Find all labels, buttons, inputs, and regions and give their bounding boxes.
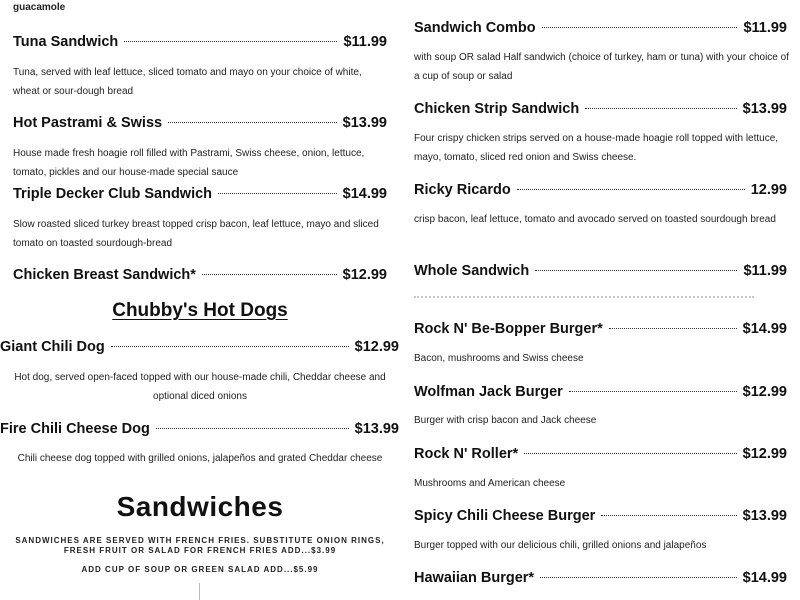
menu-item-triple-decker-club [13, 186, 387, 202]
right-menu-column [414, 0, 800, 600]
item-price: $11.99 [743, 263, 787, 279]
item-description: Slow roasted sliced turkey breast topped crisp bacon, leaf lettuce, mayo and sliced tomato on toasted sourdough-bread [13, 219, 379, 249]
item-name: Spicy Chili Cheese Burger [414, 508, 596, 524]
item-price: $12.99 [742, 384, 787, 400]
dot-leader [609, 328, 737, 329]
item-name: Whole Sandwich [414, 263, 530, 279]
item-price: $13.99 [742, 508, 787, 524]
menu-item-chicken-strip-sandwich [414, 101, 787, 117]
sandwiches-section-title: Sandwiches [116, 491, 284, 522]
item-name: Hot Pastrami & Swiss [13, 115, 163, 131]
item-description: with soup OR salad Half sandwich (choice of turkey, ham or tuna) with your choice of a cup of soup or salad [414, 52, 789, 82]
item-price: $14.99 [342, 186, 387, 202]
item-description: Tuna, served with leaf lettuce, sliced tomato and mayo on your choice of white, wheat or sour-dough bread [13, 67, 362, 97]
item-name: Wolfman Jack Burger [414, 384, 563, 400]
item-price: $14.99 [742, 570, 787, 586]
item-name: Rock N' Roller* [414, 446, 519, 462]
dot-leader [569, 391, 737, 392]
hot-dogs-section-title: Chubby's Hot Dogs [112, 300, 288, 321]
menu-item-fire-chili-cheese-dog [0, 421, 399, 437]
item-description: Burger with crisp bacon and Jack cheese [414, 415, 597, 426]
dot-leader [535, 270, 737, 271]
dot-leader [124, 41, 337, 42]
item-name: Fire Chili Cheese Dog [0, 421, 150, 437]
item-description: Hot dog, served open-faced topped with our house-made chili, Cheddar cheese and optional diced onions [14, 372, 386, 402]
dot-leader [524, 453, 736, 454]
item-price: $13.99 [742, 101, 787, 117]
item-description: Mushrooms and American cheese [414, 478, 566, 489]
cut-off-line [414, 296, 754, 299]
menu-item-wolfman-jack-burger [414, 384, 787, 400]
menu-item-tuna-sandwich [13, 34, 387, 50]
dot-leader [202, 274, 337, 275]
dot-leader [517, 189, 745, 190]
menu-item-rock-n-roller [414, 446, 787, 462]
dot-leader [168, 122, 337, 123]
menu-item-giant-chili-dog [0, 339, 399, 355]
item-price: $13.99 [342, 115, 387, 131]
menu-item-hawaiian-burger [414, 570, 787, 586]
item-price: $12.99 [742, 446, 787, 462]
dot-leader [585, 108, 736, 109]
item-description: House made fresh hoagie roll filled with Pastrami, Swiss cheese, onion, lettuce, tomato, pickles and our house-made special sauce [13, 148, 365, 178]
menu-item-ricky-ricardo [414, 182, 787, 198]
dot-leader [542, 27, 738, 28]
soup-salad-note: ADD CUP OF SOUP OR GREEN SALAD ADD...$5.99 [81, 565, 319, 574]
menu-item-hot-pastrami [13, 115, 387, 131]
menu-item-whole-sandwich [414, 263, 787, 279]
dot-leader [156, 428, 349, 429]
menu-item-sandwich-combo [414, 20, 787, 36]
dot-leader [601, 515, 736, 516]
menu-item-rock-n-be-bopper-burger [414, 321, 787, 337]
item-price: $14.99 [742, 321, 787, 337]
item-name: Tuna Sandwich [13, 34, 119, 50]
item-description: Chili cheese dog topped with grilled onions, jalapeños and grated Cheddar cheese [17, 453, 383, 464]
dot-leader [540, 577, 737, 578]
item-price: $11.99 [343, 34, 387, 50]
item-description: Bacon, mushrooms and Swiss cheese [414, 353, 584, 364]
top-cut-text: guacamole [13, 2, 66, 13]
divider-line [199, 583, 200, 600]
item-name: Chicken Strip Sandwich [414, 101, 580, 117]
item-name: Rock N' Be-Bopper Burger* [414, 321, 603, 337]
item-description: Burger topped with our delicious chili, grilled onions and jalapeños [414, 540, 707, 551]
sandwiches-note: SANDWICHES ARE SERVED WITH FRENCH FRIES. SUBSTITUTE ONION RINGS, FRESH FRUIT OR SALAD FOR FRENCH FRIES ADD...$3.99 [15, 536, 385, 555]
item-price: $11.99 [743, 20, 787, 36]
menu-item-spicy-chili-cheese-burger [414, 508, 787, 524]
menu-item-chicken-breast-sandwich [13, 267, 387, 283]
item-price: $13.99 [354, 421, 399, 437]
item-name: Chicken Breast Sandwich* [13, 267, 196, 283]
item-name: Hawaiian Burger* [414, 570, 535, 586]
item-price: $12.99 [354, 339, 399, 355]
item-name: Giant Chili Dog [0, 339, 105, 355]
dot-leader [218, 193, 337, 194]
dot-leader [111, 346, 349, 347]
item-name: Triple Decker Club Sandwich [13, 186, 213, 202]
item-name: Ricky Ricardo [414, 182, 511, 198]
item-price: $12.99 [342, 267, 387, 283]
item-description: Four crispy chicken strips served on a house-made hoagie roll topped with lettuce, mayo, tomato, sliced red onion and Swiss cheese. [414, 133, 779, 163]
item-price: 12.99 [750, 182, 787, 198]
item-name: Sandwich Combo [414, 20, 536, 36]
item-description: crisp bacon, leaf lettuce, tomato and avocado served on toasted sourdough bread [414, 214, 776, 225]
